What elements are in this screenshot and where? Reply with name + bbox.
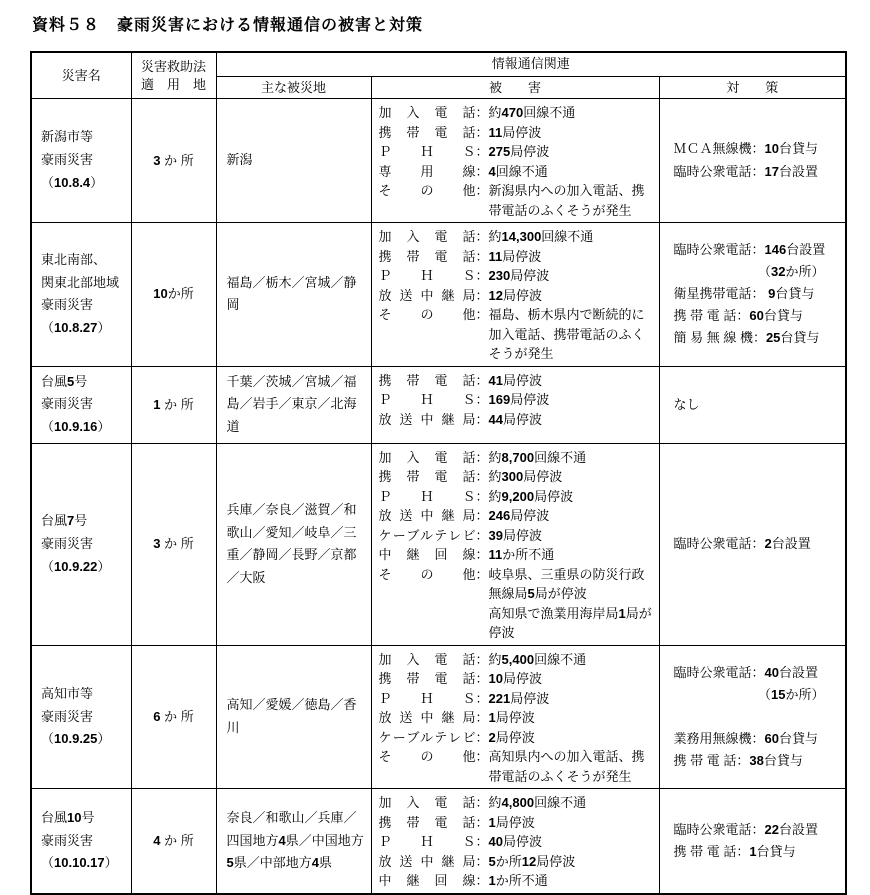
damage-colon: ： [475,795,489,811]
damage-value: 約9,200局停波 [488,488,574,504]
damage-colon: ： [475,105,489,121]
damage-line [379,448,655,468]
damage-colon: ： [475,814,489,830]
countermeasure-line: （15か所） [673,686,825,702]
damage-value: 44局停波 [488,411,542,427]
disaster-name-cell: 台風10号 豪雨災害 （10.10.17） [31,789,131,894]
affected-areas-cell: 兵庫／奈良／滋賀／和歌山／愛知／岐阜／三重／静岡／長野／京都／大阪 [216,443,371,645]
damage-line [379,410,655,430]
damage-colon: ： [475,834,489,850]
damage-label: 携帯電話 [378,248,476,264]
damage-label: ケーブルテレビ [378,729,476,745]
damage-value: 12局停波 [488,287,542,303]
damage-line [379,813,655,833]
damage-value: 5か所12局停波 [488,853,576,869]
damage-line [379,103,655,123]
damage-line [379,467,655,487]
damage-label: ＰＨＳ [378,834,476,850]
table-body [31,99,846,894]
countermeasures-cell [659,645,846,789]
damage-value: 約300局停波 [488,469,563,485]
disaster-name-cell: 新潟市等 豪雨災害 （10.8.4） [31,99,131,223]
countermeasure-line: 臨時公衆電話：17台設置 [673,163,818,179]
relief-sites-cell: 3 か 所 [131,99,216,223]
damage-value: 41局停波 [488,372,542,388]
countermeasure-line: 携 帯 電 話：60台貸与 [673,308,803,324]
damage-colon: ： [475,307,489,323]
countermeasures-cell [659,223,846,367]
table-row [31,99,846,223]
countermeasure-line: 臨時公衆電話：2台設置 [673,536,811,552]
damage-colon: ： [475,488,489,504]
damage-label: 中継回線 [378,873,476,889]
table-header [31,52,846,99]
header-damage: 被 害 [371,76,659,99]
damage-line [379,669,655,689]
damage-line [379,526,655,546]
damage-value: 新潟県内への加入電話、携帯電話のふくそうが発生 [488,183,645,218]
table-row [31,223,846,367]
affected-areas-cell: 千葉／茨城／宮城／福島／岩手／東京／北海道 [216,366,371,443]
countermeasure-line: （32か所） [673,264,825,280]
damage-value: 約14,300回線不通 [488,229,594,245]
damage-colon: ： [475,449,489,465]
relief-sites-cell: 3 か 所 [131,443,216,645]
damage-value: 1局停波 [488,710,535,726]
damage-line [379,852,655,872]
damage-line [379,181,655,220]
damage-line [379,871,655,891]
header-countermeasures: 対 策 [659,76,846,99]
damage-line [379,650,655,670]
damage-line [379,123,655,143]
relief-sites-cell: 1 か 所 [131,366,216,443]
damage-colon: ： [475,566,489,582]
countermeasure-line: ＭＣＡ無線機：10台貸与 [673,141,818,157]
affected-areas-cell: 高知／愛媛／徳島／香川 [216,645,371,789]
countermeasure-line: 衛星携帯電話： 9台貸与 [673,286,815,302]
damage-value: 1局停波 [488,814,535,830]
damage-colon: ： [475,749,489,765]
damage-label: ＰＨＳ [378,690,476,706]
countermeasure-line: 臨時公衆電話：22台設置 [673,821,818,837]
damage-line [379,545,655,565]
damage-value: 11局停波 [488,248,542,264]
damage-cell [371,789,659,894]
damage-colon: ： [475,411,489,427]
damage-label: 放送中継局 [378,853,476,869]
table-row [31,443,846,645]
damage-label: 加入電話 [378,105,476,121]
damage-label: 中継回線 [378,547,476,563]
damage-colon: ： [475,690,489,706]
damage-line [379,708,655,728]
damage-value: 約4,800回線不通 [488,795,587,811]
relief-sites-cell: 6 か 所 [131,645,216,789]
relief-sites-cell: 4 か 所 [131,789,216,894]
damage-colon: ： [475,183,489,199]
damage-value: 246局停波 [488,508,550,524]
damage-colon: ： [475,671,489,687]
countermeasure-line: 臨時公衆電話：40台設置 [673,664,818,680]
damage-label: ケーブルテレビ [378,527,476,543]
damage-line [379,142,655,162]
damage-cell [371,645,659,789]
damage-value: 221局停波 [488,690,550,706]
header-relief-act-line2: 適 用 地 [140,76,206,92]
damage-value: 10局停波 [488,671,542,687]
damage-line [379,506,655,526]
affected-areas-cell: 奈良／和歌山／兵庫／四国地方4県／中国地方5県／中部地方4県 [216,789,371,894]
affected-areas-cell: 福島／栃木／宮城／静岡 [216,223,371,367]
damage-line [379,305,655,364]
damage-line [379,390,655,410]
damage-colon: ： [475,144,489,160]
disaster-table [30,51,847,895]
page-title: 資料５８ 豪雨災害における情報通信の被害と対策 [32,17,424,34]
damage-label: 加入電話 [378,651,476,667]
damage-colon: ： [475,469,489,485]
table-row [31,366,846,443]
damage-line [379,162,655,182]
disaster-name-cell: 台風7号 豪雨災害 （10.9.22） [31,443,131,645]
damage-colon: ： [475,508,489,524]
header-relief-act-areas [131,52,216,99]
damage-value: 4回線不通 [488,163,548,179]
countermeasures-cell [659,789,846,894]
damage-value: 福島、栃木県内で断続的に加入電話、携帯電話のふくそうが発生 [488,307,645,362]
damage-line [379,832,655,852]
damage-colon: ： [475,651,489,667]
header-info-comm: 情報通信関連 [216,52,846,76]
damage-label: 携帯電話 [378,372,476,388]
damage-value: 1か所不通 [488,873,548,889]
damage-value: 169局停波 [488,392,550,408]
disaster-name-cell: 東北南部、 関東北部地域 豪雨災害 （10.8.27） [31,223,131,367]
damage-line [379,565,655,643]
damage-label: 放送中継局 [378,287,476,303]
damage-line [379,371,655,391]
damage-label: 放送中継局 [378,710,476,726]
damage-colon: ： [475,124,489,140]
damage-label: 携帯電話 [378,469,476,485]
countermeasure-line: 携 帯 電 話：38台貸与 [673,753,803,769]
damage-label: 加入電話 [378,229,476,245]
damage-value: 11か所不通 [488,547,555,563]
disaster-name-cell: 高知市等 豪雨災害 （10.9.25） [31,645,131,789]
damage-label: 放送中継局 [378,508,476,524]
damage-label: 携帯電話 [378,814,476,830]
damage-colon: ： [475,163,489,179]
damage-label: ＰＨＳ [378,488,476,504]
damage-value: 岐阜県、三重県の防災行政無線局5局が停波 高知県で漁業用海岸局1局が停波 [488,566,652,641]
damage-label: 加入電話 [378,449,476,465]
countermeasure-line: 業務用無線機：60台貸与 [673,731,818,747]
damage-line [379,227,655,247]
damage-label: 専用線 [378,163,476,179]
damage-colon: ： [475,268,489,284]
countermeasures-cell [659,366,846,443]
damage-label: その他 [378,566,476,582]
disaster-name-cell: 台風5号 豪雨災害 （10.9.16） [31,366,131,443]
countermeasure-line: 携 帯 電 話：1台貸与 [673,844,796,860]
damage-label: その他 [378,749,476,765]
damage-colon: ： [475,229,489,245]
damage-colon: ： [475,729,489,745]
damage-value: 230局停波 [488,268,550,284]
damage-line [379,266,655,286]
damage-colon: ： [475,873,489,889]
damage-value: 39局停波 [488,527,542,543]
damage-label: 放送中継局 [378,411,476,427]
header-relief-act-line1: 災害救助法 [140,58,206,74]
damage-colon: ： [475,710,489,726]
damage-label: その他 [378,307,476,323]
damage-value: 275局停波 [488,144,550,160]
damage-label: 加入電話 [378,795,476,811]
damage-label: ＰＨＳ [378,392,476,408]
countermeasures-cell [659,443,846,645]
countermeasures-cell [659,99,846,223]
damage-line [379,286,655,306]
damage-cell [371,99,659,223]
damage-label: ＰＨＳ [378,144,476,160]
damage-value: 約470回線不通 [488,105,576,121]
damage-cell [371,443,659,645]
damage-value: 約8,700回線不通 [488,449,587,465]
damage-label: その他 [378,183,476,199]
damage-line [379,793,655,813]
damage-colon: ： [475,527,489,543]
damage-line [379,247,655,267]
countermeasure-line: 簡 易 無 線 機：25台貸与 [673,330,820,346]
damage-cell [371,366,659,443]
relief-sites-cell: 10か所 [131,223,216,367]
damage-value: 約5,400回線不通 [488,651,587,667]
damage-cell [371,223,659,367]
table-row [31,789,846,894]
damage-line [379,487,655,507]
damage-colon: ： [475,372,489,388]
damage-value: 40局停波 [488,834,542,850]
damage-label: 携帯電話 [378,124,476,140]
damage-colon: ： [475,547,489,563]
table-row [31,645,846,789]
countermeasure-line: なし [673,396,700,412]
damage-value: 高知県内への加入電話、携帯電話のふくそうが発生 [488,749,645,784]
damage-value: 2局停波 [488,729,535,745]
damage-line [379,728,655,748]
damage-label: 携帯電話 [378,671,476,687]
damage-colon: ： [475,392,489,408]
damage-colon: ： [475,248,489,264]
damage-line [379,689,655,709]
affected-areas-cell: 新潟 [216,99,371,223]
header-disaster-name: 災害名 [31,52,131,99]
countermeasure-line: 臨時公衆電話：146台設置 [673,242,826,258]
header-affected-areas: 主な被災地 [216,76,371,99]
damage-colon: ： [475,853,489,869]
damage-colon: ： [475,287,489,303]
damage-value: 11局停波 [488,124,542,140]
damage-label: ＰＨＳ [378,268,476,284]
damage-line [379,747,655,786]
countermeasure-line [674,706,842,728]
